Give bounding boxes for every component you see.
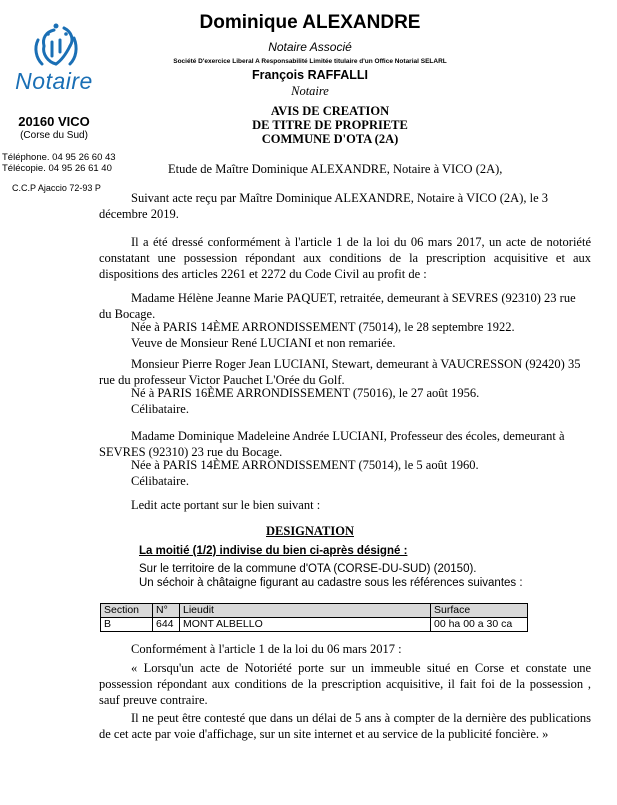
cadastre-cell-section: B: [101, 618, 153, 632]
cadastre-cell-lieudit: MONT ALBELLO: [180, 618, 431, 632]
person-3-line-3: Célibataire.: [131, 474, 189, 488]
cadastre-header-numero: N°: [153, 604, 180, 618]
para-notoriete-text: Il a été dressé conformément à l'article 1 de la loi du 06 mars 2017, un acte de notoriété constatant une possession répondant aux conditions de la prescription acquisitive et aux dispositions des articles 2261 et 2272 du Code Civil au profit de :: [99, 235, 591, 281]
person-1-identity: Madame Hélène Jeanne Marie PAQUET, retraitée, demeurant à SEVRES (92310) 23 rue du Bocage.: [99, 291, 576, 321]
person-1-line-2: Née à PARIS 14ÈME ARRONDISSEMENT (75014), le 28 septembre 1922.: [131, 320, 515, 334]
designation-heading: DESIGNATION: [266, 524, 354, 538]
notary-role: Notaire Associé: [268, 40, 352, 54]
sidebar-city: 20160 VICO: [18, 114, 90, 129]
person-3-line-2: Née à PARIS 14ÈME ARRONDISSEMENT (75014), le 5 août 1960.: [131, 458, 479, 472]
person-2-line-1: [99, 356, 591, 388]
territoire-line: Sur le territoire de la commune d'OTA (CORSE-DU-SUD) (20150).: [139, 563, 477, 575]
sidebar-region: (Corse du Sud): [20, 130, 88, 141]
para-acte-text: Suivant acte reçu par Maître Dominique ALEXANDRE, Notaire à VICO (2A), le 3 décembre 2019.: [99, 191, 549, 221]
cadastre-header-lieudit: Lieudit: [180, 604, 431, 618]
notary-role-2: Notaire: [291, 84, 329, 98]
cadastre-table: [100, 603, 528, 632]
title-line-3: COMMUNE D'OTA (2A): [261, 132, 399, 146]
cadastre-header-surface: Surface: [431, 604, 528, 618]
person-2-line-3: Célibataire.: [131, 402, 189, 416]
person-1-line-3: Veuve de Monsieur René LUCIANI et non remariée.: [131, 336, 396, 350]
sechoir-line: Un séchoir à châtaigne figurant au cadastre sous les références suivantes :: [139, 577, 523, 589]
title-line-1: AVIS DE CREATION: [270, 104, 390, 118]
table-row: [101, 618, 528, 632]
notary-name-2: François RAFFALLI: [252, 68, 368, 82]
etude-line: Etude de Maître Dominique ALEXANDRE, Notaire à VICO (2A),: [168, 162, 503, 176]
moitie-line: La moitié (1/2) indivise du bien ci-après désigné :: [139, 545, 408, 557]
person-1-line-1: [99, 290, 591, 322]
quote-para-1-text: « Lorsqu'un acte de Notoriété porte sur un immeuble situé en Corse et constate une possession répondant aux conditions de la prescription acquisitive, il fait foi de la possession , sauf preuve contraire.: [99, 661, 591, 707]
cadastre-header-section: Section: [101, 604, 153, 618]
person-3-line-1: [99, 428, 591, 460]
quote-para-1: [99, 660, 591, 708]
quote-para-2: [99, 710, 591, 742]
quote-para-2-text: Il ne peut être contesté que dans un délai de 5 ans à compter de la dernière des publications de cet acte par voie d'affichage, sur un site internet et au service de la publicité foncière. »: [99, 711, 591, 741]
title-line-2: DE TITRE DE PROPRIETE: [252, 118, 408, 132]
person-3-identity: Madame Dominique Madeleine Andrée LUCIANI, Professeur des écoles, demeurant à SEVRES (92310) 23 rue du Bocage.: [99, 429, 565, 459]
cadastre-cell-surface: 00 ha 00 a 30 ca: [431, 618, 528, 632]
notaire-logo: [8, 20, 100, 98]
sidebar-ccp: C.C.P Ajaccio 72-93 P: [12, 183, 101, 193]
cadastre-header-row: [101, 604, 528, 618]
notary-name: Dominique ALEXANDRE: [199, 12, 421, 33]
person-2-line-2: Né à PARIS 16ÈME ARRONDISSEMENT (75016), le 27 août 1956.: [131, 386, 480, 400]
cadastre-cell-numero: 644: [153, 618, 180, 632]
para-notoriete: [99, 234, 591, 282]
logo-text: Notaire: [15, 68, 93, 94]
sidebar-fax: Télécopie. 04 95 26 61 40: [2, 163, 112, 174]
ledit-line: Ledit acte portant sur le bien suivant :: [131, 498, 321, 512]
conforme-line: Conformément à l'article 1 de la loi du 06 mars 2017 :: [131, 642, 402, 656]
person-2-identity: Monsieur Pierre Roger Jean LUCIANI, Stewart, demeurant à VAUCRESSON (92420) 35 rue du professeur Victor Pauchet L'Orée du Golf.: [99, 357, 581, 387]
sidebar-phone: Téléphone. 04 95 26 60 43: [2, 152, 116, 163]
para-acte: [99, 190, 591, 222]
company-line: Société D'exercice Liberal A Responsabilité Limitée titulaire d'un Office Notarial SELARL: [173, 58, 447, 65]
